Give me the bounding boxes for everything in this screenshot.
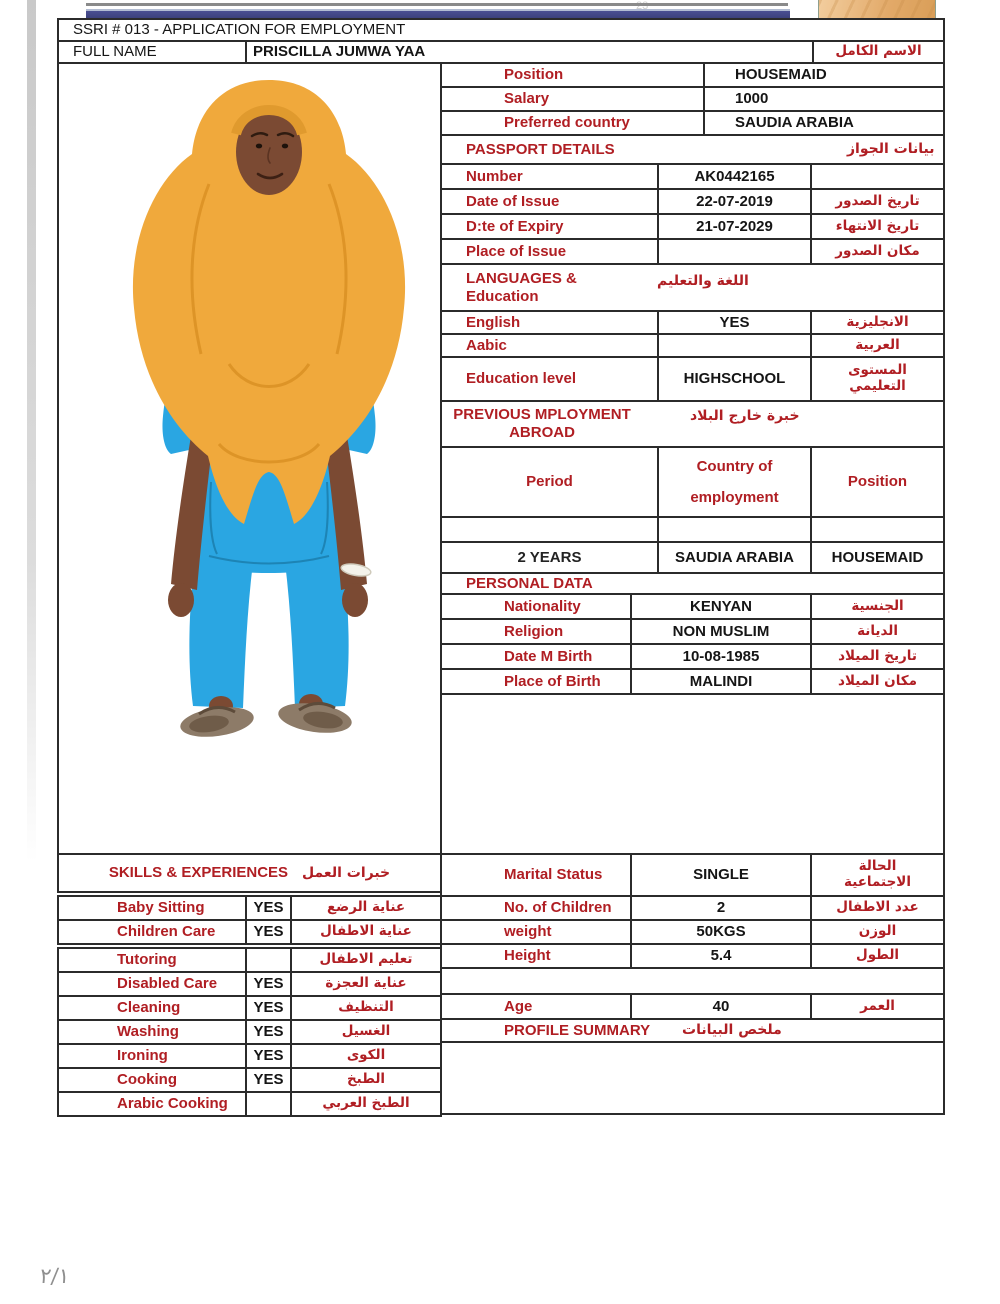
date-of-issue-value: 22-07-2019 [657, 188, 812, 215]
passport-title-ar: بيانات الجواز [847, 141, 935, 158]
skills-section-header [57, 853, 442, 893]
employment-row1-period [440, 516, 659, 543]
skill-arabic-cooking-value [245, 1091, 292, 1117]
skill-cooking-value: YES [245, 1067, 292, 1093]
skill-washing-label-ar: الغسيل [290, 1019, 442, 1045]
passport-number-label-ar [810, 163, 945, 190]
skills-title-ar: خبرات العمل [302, 864, 391, 881]
arabic-label-ar: العربية [810, 333, 945, 358]
skill-washing-value: YES [245, 1019, 292, 1045]
full-name-value: PRISCILLA JUMWA YAA [245, 40, 814, 64]
form-title: SSRI # 013 - APPLICATION FOR EMPLOYMENT [57, 18, 945, 42]
date-of-birth-label-ar: تاريخ الميلاد [810, 643, 945, 670]
employment-col-period: Period [440, 446, 659, 518]
applicant-photo [59, 64, 440, 853]
salary-value: 1000 [703, 86, 945, 112]
skill-ironing-label-ar: الكوى [290, 1043, 442, 1069]
date-of-expiry-label-ar: تاريخ الانتهاء [810, 213, 945, 240]
skill-ironing-label: Ironing [57, 1043, 247, 1069]
employment-title-en: PREVIOUS MPLOYMENT ABROAD [453, 406, 631, 441]
preferred-country-value: SAUDIA ARABIA [703, 110, 945, 136]
skill-disabled-care-label: Disabled Care [57, 971, 247, 997]
page-edge-shadow [27, 0, 36, 862]
height-label-ar: الطول [810, 943, 945, 969]
date-of-expiry-value: 21-07-2029 [657, 213, 812, 240]
top-rule-gray [86, 3, 788, 6]
employment-section-header [440, 400, 945, 448]
skill-baby-sitting-value: YES [245, 895, 292, 921]
profile-summary-header [440, 1018, 945, 1043]
passport-number-value: AK0442165 [657, 163, 812, 190]
languages-section-header [440, 263, 945, 312]
height-value: 5.4 [630, 943, 812, 969]
weight-value: 50KGS [630, 919, 812, 945]
personal-data-empty-area [440, 693, 945, 855]
skill-children-care-label-ar: عناية الاطفال [290, 919, 442, 945]
marital-status-label: Marital Status [440, 853, 632, 897]
date-of-birth-label: Date M Birth [440, 643, 632, 670]
personal-data-header: PERSONAL DATA [440, 572, 945, 595]
skill-cooking-label: Cooking [57, 1067, 247, 1093]
nationality-label-ar: الجنسية [810, 593, 945, 620]
profile-summary-title-ar: ملخص البيانات [682, 1022, 782, 1039]
employment-title-ar: خبرة خارج البلاد [690, 408, 800, 424]
height-label: Height [440, 943, 632, 969]
children-count-label: No. of Children [440, 895, 632, 921]
skill-baby-sitting-label: Baby Sitting [57, 895, 247, 921]
applicant-photo-cell [57, 62, 442, 855]
english-label: English [440, 310, 659, 335]
skill-children-care-value: YES [245, 919, 292, 945]
skill-disabled-care-label-ar: عناية العجزة [290, 971, 442, 997]
religion-label: Religion [440, 618, 632, 645]
skill-cleaning-value: YES [245, 995, 292, 1021]
passport-title-en: PASSPORT DETAILS [466, 140, 615, 158]
status-spacer-row [440, 967, 945, 995]
employment-col-position: Position [810, 446, 945, 518]
passport-section-header [440, 134, 945, 165]
weight-label-ar: الوزن [810, 919, 945, 945]
salary-label: Salary [440, 86, 705, 112]
languages-title-ar: اللغة والتعليم [657, 273, 749, 289]
employment-row2-period: 2 YEARS [440, 541, 659, 574]
place-of-birth-label: Place of Birth [440, 668, 632, 695]
employment-row2-country: SAUDIA ARABIA [657, 541, 812, 574]
employment-col-country: Country of employment [657, 446, 812, 518]
position-label: Position [440, 62, 705, 88]
marital-status-label-ar: الحالة الاجتماعية [810, 853, 945, 897]
profile-summary-title-en: PROFILE SUMMARY [504, 1021, 651, 1039]
english-label-ar: الانجليزية [810, 310, 945, 335]
age-label: Age [440, 993, 632, 1020]
religion-label-ar: الديانة [810, 618, 945, 645]
profile-summary-box [440, 1041, 945, 1115]
nationality-value: KENYAN [630, 593, 812, 620]
date-of-issue-label-ar: تاريخ الصدور [810, 188, 945, 215]
children-count-value: 2 [630, 895, 812, 921]
place-of-issue-label-ar: مكان الصدور [810, 238, 945, 265]
nationality-label: Nationality [440, 593, 632, 620]
age-label-ar: العمر [810, 993, 945, 1020]
position-value: HOUSEMAID [703, 62, 945, 88]
marital-status-value: SINGLE [630, 853, 812, 897]
skill-cleaning-label-ar: التنظيف [290, 995, 442, 1021]
skill-arabic-cooking-label: Arabic Cooking [57, 1091, 247, 1117]
place-of-birth-label-ar: مكان الميلاد [810, 668, 945, 695]
english-value: YES [657, 310, 812, 335]
skill-cleaning-label: Cleaning [57, 995, 247, 1021]
passport-number-label: Number [440, 163, 659, 190]
arabic-value [657, 333, 812, 358]
place-of-issue-label: Place of Issue [440, 238, 659, 265]
skill-arabic-cooking-label-ar: الطبخ العربي [290, 1091, 442, 1117]
preferred-country-label: Preferred country [440, 110, 705, 136]
education-level-label: Education level [440, 356, 659, 402]
date-of-birth-value: 10-08-1985 [630, 643, 812, 670]
skill-baby-sitting-label-ar: عناية الرضع [290, 895, 442, 921]
weight-label: weight [440, 919, 632, 945]
languages-title-en: LANGUAGES & Education [466, 269, 577, 305]
page-number: ٢/١ [38, 1264, 71, 1288]
religion-value: NON MUSLIM [630, 618, 812, 645]
skill-cooking-label-ar: الطبخ [290, 1067, 442, 1093]
skill-tutoring-label-ar: تعليم الاطفال [290, 947, 442, 973]
skill-ironing-value: YES [245, 1043, 292, 1069]
skill-disabled-care-value: YES [245, 971, 292, 997]
full-name-label-ar: الاسم الكامل [812, 40, 945, 64]
age-value: 40 [630, 993, 812, 1020]
employment-row1-country [657, 516, 812, 543]
employment-row1-position [810, 516, 945, 543]
skill-children-care-label: Children Care [57, 919, 247, 945]
children-count-label-ar: عدد الاطفال [810, 895, 945, 921]
arabic-label: Aabic [440, 333, 659, 358]
place-of-birth-value: MALINDI [630, 668, 812, 695]
education-level-value: HIGHSCHOOL [657, 356, 812, 402]
date-of-expiry-label: D:te of Expiry [440, 213, 659, 240]
education-level-label-ar: المستوى التعليمي [810, 356, 945, 402]
full-name-label: FULL NAME [57, 40, 247, 64]
employment-row2-position: HOUSEMAID [810, 541, 945, 574]
skills-title-en: SKILLS & EXPERIENCES [108, 864, 289, 882]
place-of-issue-value [657, 238, 812, 265]
date-of-issue-label: Date of Issue [440, 188, 659, 215]
skill-tutoring-value [245, 947, 292, 973]
skill-tutoring-label: Tutoring [57, 947, 247, 973]
skill-washing-label: Washing [57, 1019, 247, 1045]
